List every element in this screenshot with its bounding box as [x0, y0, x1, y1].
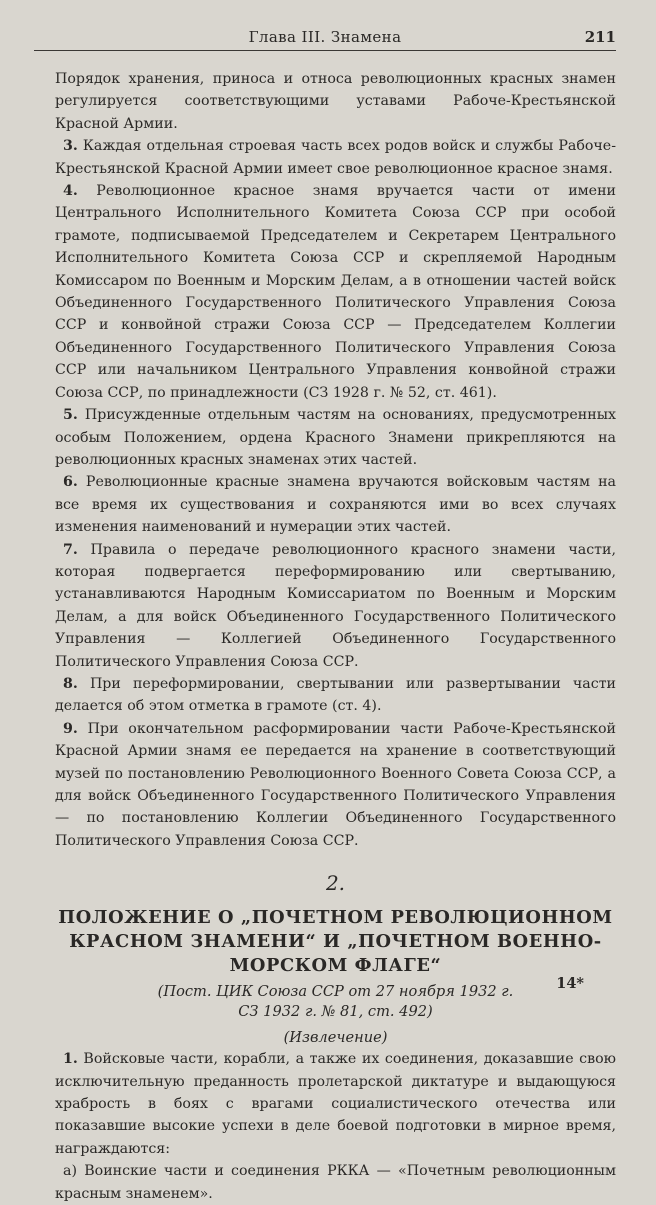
page-body	[55, 68, 616, 1205]
paragraph-text: Революционное красное знамя вручается части от имени Центрального Исполнительного Комитета Союза ССР при особой грамоте, подписываемой Председателем и Секретарем Центрального Исполнительного Комитета Союза ССР и скрепляемой Народным Комиссаром по Военным и Морским Делам, а в отношении частей войск Объединенного Государственного Политического Управления Союза ССР и конвойной стражи Союза ССР — Председателем Коллегии Объединенного Государственного Политического Управления Союза ССР или начальником Центрального Управления конвойной стражи Союза ССР, по принадлежности (СЗ 1928 г. № 52, ст. 461).	[55, 183, 616, 401]
extract-label: (Извлечение)	[283, 1029, 388, 1047]
paragraph-number: 4.	[63, 183, 78, 200]
paragraph-text: При окончательном расформировании части Рабоче-Крестьянской Красной Армии знамя ее передается на хранение в соответствующий музей по постановлению Революционного Военного Совета Союза ССР, а для войск Объединенного Государственного Политического Управления — по постановлению Коллегии Объединенного Государственного Политического Управления Союза ССР.	[55, 720, 617, 849]
paragraph-3	[55, 135, 616, 180]
paragraph-text: Правила о передаче революционного красного знамени части, которая подвергается переформированию или свертыванию, устанавливаются Народным Комиссариатом по Военным и Морским Делам, а для войск Объединенного Государственного Политического Управления — Коллегией Объединенного Государственного Политического Управления Союза ССР.	[55, 541, 616, 670]
section-paragraph-1	[55, 1048, 616, 1160]
paragraph-text: Революционные красные знамена вручаются войсковым частям на все время их существования и сохраняются ими во всех случаях изменения наименований и нумерации этих частей.	[55, 474, 616, 536]
paragraph-text: При переформировании, свертывании или развертывании части делается об этом отметка в грамоте (ст. 4).	[55, 675, 616, 715]
paragraph-4	[55, 180, 616, 404]
signature-mark: 14*	[556, 975, 584, 992]
paragraph-6	[55, 471, 616, 538]
page-number: 211	[584, 28, 616, 46]
decree-reference-line2: СЗ 1932 г. № 81, ст. 492)	[238, 1003, 433, 1021]
section-title: ПОЛОЖЕНИЕ О „ПОЧЕТНОМ РЕВОЛЮЦИОННОМ КРАСНОМ ЗНАМЕНИ“ И „ПОЧЕТНОМ ВОЕННО-МОРСКОМ ФЛАГЕ“	[58, 907, 613, 977]
paragraph-7	[55, 539, 616, 673]
paragraph-number: 5.	[63, 407, 78, 424]
paragraph-number: 6.	[63, 474, 78, 491]
paragraph-number: 8.	[63, 675, 78, 692]
decree-reference-line1: (Пост. ЦИК Союза ССР от 27 ноября 1932 г.	[157, 983, 514, 1001]
section-paragraph-a	[55, 1160, 616, 1205]
paragraph-number: 9.	[63, 720, 78, 737]
paragraph-text: Войсковые части, корабли, а также их соединения, доказавшие свою исключительную преданность пролетарской диктатуре и выдающуюся храбрость в боях с врагами социалистического отечества или показавшие высокие успехи в деле боевой подготовки в мирное время, награждаются:	[55, 1051, 616, 1157]
paragraph-number: 3.	[63, 138, 78, 155]
paragraph-9	[55, 718, 616, 852]
paragraph-text: Порядок хранения, приноса и относа революционных красных знамен регулируется соответствующими уставами Рабоче-Крестьянской Красной Армии.	[55, 71, 616, 132]
paragraph-number: 1.	[63, 1051, 78, 1068]
paragraph-intro	[55, 68, 616, 135]
paragraph-8	[55, 673, 616, 718]
paragraph-text: а) Воинские части и соединения РККА — «Почетным революционным красным знаменем».	[55, 1163, 616, 1202]
paragraph-text: Каждая отдельная строевая часть всех родов войск и службы Рабоче-Крестьянской Красной Армии имеет свое революционное красное знамя.	[55, 138, 616, 177]
chapter-title: Глава III. Знамена	[248, 28, 402, 46]
paragraph-5	[55, 404, 616, 471]
paragraph-number: 7.	[63, 541, 78, 558]
section-number: 2.	[325, 871, 346, 896]
running-header	[34, 24, 616, 51]
paragraph-text: Присужденные отдельным частям на основаниях, предусмотренных особым Положением, ордена Красного Знамени прикрепляются на революционных красных знаменах этих частей.	[55, 407, 616, 468]
